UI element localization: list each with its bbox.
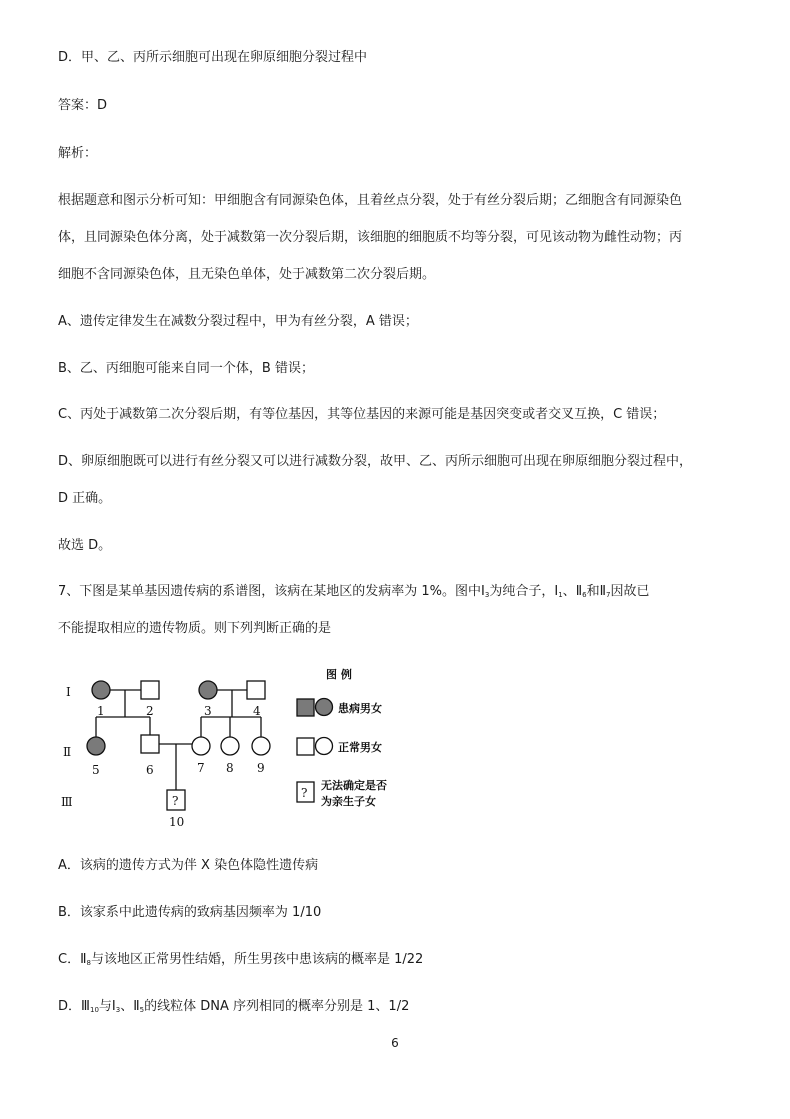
- individual-4-normal-male: [247, 681, 265, 699]
- option-d-previous: D．甲、乙、丙所示细胞可出现在卵原细胞分裂过程中: [58, 50, 368, 65]
- individual-1-affected-female: [92, 681, 110, 699]
- analysis-paragraph-line: 细胞不含同源染色体，且无染色单体，处于减数第二次分裂后期。: [58, 267, 436, 282]
- id-label: 10: [169, 815, 185, 829]
- id-label: 3: [204, 704, 212, 718]
- analysis-a: A、遗传定律发生在减数分裂过程中，甲为有丝分裂，A 错误；: [58, 314, 418, 329]
- choice-line: 故选 D。: [58, 538, 112, 553]
- id-label: 9: [257, 761, 265, 775]
- individual-9-normal-female: [252, 737, 270, 755]
- id-label: 8: [226, 761, 234, 775]
- analysis-d: D、卵原细胞既可以进行有丝分裂又可以进行减数分裂，故甲、乙、丙所示细胞可出现在卵原细胞分裂过程中，: [58, 454, 693, 469]
- legend-unknown-label-line-2: 为亲生子女: [321, 795, 376, 808]
- id-label: 7: [197, 761, 205, 775]
- id-label: 5: [92, 763, 100, 777]
- legend-affected-female-icon: [316, 699, 333, 716]
- individual-6-normal-male: [141, 735, 159, 753]
- individual-2-normal-male: [141, 681, 159, 699]
- option-c: C．$Ⅱ_8$与该地区正常男性结婚，所生男孩中患该病的概率是 1/22: [58, 952, 424, 967]
- option-d: D．$Ⅲ_{10}$与$Ⅰ_3$、$Ⅱ_5$的线粒体 DNA 序列相同的概率分别是 1、1/2: [58, 999, 410, 1014]
- id-label: 6: [146, 763, 154, 777]
- analysis-b: B、乙、丙细胞可能来自同一个体，B 错误；: [58, 361, 314, 376]
- option-b: B．该家系中此遗传病的致病基因频率为 1/10: [58, 905, 322, 920]
- pedigree-diagram: [58, 664, 398, 834]
- individual-3-affected-female: [199, 681, 217, 699]
- generation-label-3: Ⅲ: [61, 795, 73, 809]
- analysis-c: C、丙处于减数第二次分裂后期，有等位基因，其等位基因的来源可能是基因突变或者交叉互换，C 错误；: [58, 407, 666, 422]
- generation-label-1: Ⅰ: [66, 685, 71, 699]
- option-a: A．该病的遗传方式为伴 X 染色体隐性遗传病: [58, 858, 319, 873]
- question-7-line-2: 不能提取相应的遗传物质。则下列判断正确的是: [58, 621, 332, 636]
- legend-affected-male-icon: [297, 699, 314, 716]
- analysis-paragraph-line: 体，且同源染色体分离，处于减数第一次分裂后期，该细胞的细胞质不均等分裂，可见该动物为雌性动物；丙: [58, 230, 683, 245]
- id-label: 4: [253, 704, 261, 718]
- unknown-mark: ?: [172, 794, 179, 808]
- question-7-line-1: 7、下图是某单基因遗传病的系谱图，该病在某地区的发病率为 1%。图中$Ⅰ_3$为纯合子，$Ⅰ_1$、$Ⅱ_6$和$Ⅱ_7$因故已: [58, 584, 650, 599]
- individual-8-normal-female: [221, 737, 239, 755]
- answer-line: 答案：D: [58, 98, 108, 113]
- page-number: 6: [391, 1036, 399, 1050]
- legend-unknown-mark: ?: [301, 786, 308, 800]
- analysis-label: 解析：: [58, 146, 98, 161]
- id-label: 1: [97, 704, 105, 718]
- id-label: 2: [146, 704, 154, 718]
- legend-title: 图 例: [326, 668, 352, 681]
- analysis-paragraph-line: 根据题意和图示分析可知：甲细胞含有同源染色体，且着丝点分裂，处于有丝分裂后期；乙细胞含有同源染色: [58, 193, 683, 208]
- analysis-d-cont: D 正确。: [58, 491, 112, 506]
- legend-normal-label: 正常男女: [338, 741, 382, 754]
- individual-7-normal-female: [192, 737, 210, 755]
- legend-unknown-label-line-1: 无法确定是否: [321, 779, 387, 792]
- individual-5-affected-female: [87, 737, 105, 755]
- legend-affected-label: 患病男女: [338, 702, 382, 715]
- generation-label-2: Ⅱ: [63, 745, 72, 759]
- legend-normal-female-icon: [316, 738, 333, 755]
- legend-normal-male-icon: [297, 738, 314, 755]
